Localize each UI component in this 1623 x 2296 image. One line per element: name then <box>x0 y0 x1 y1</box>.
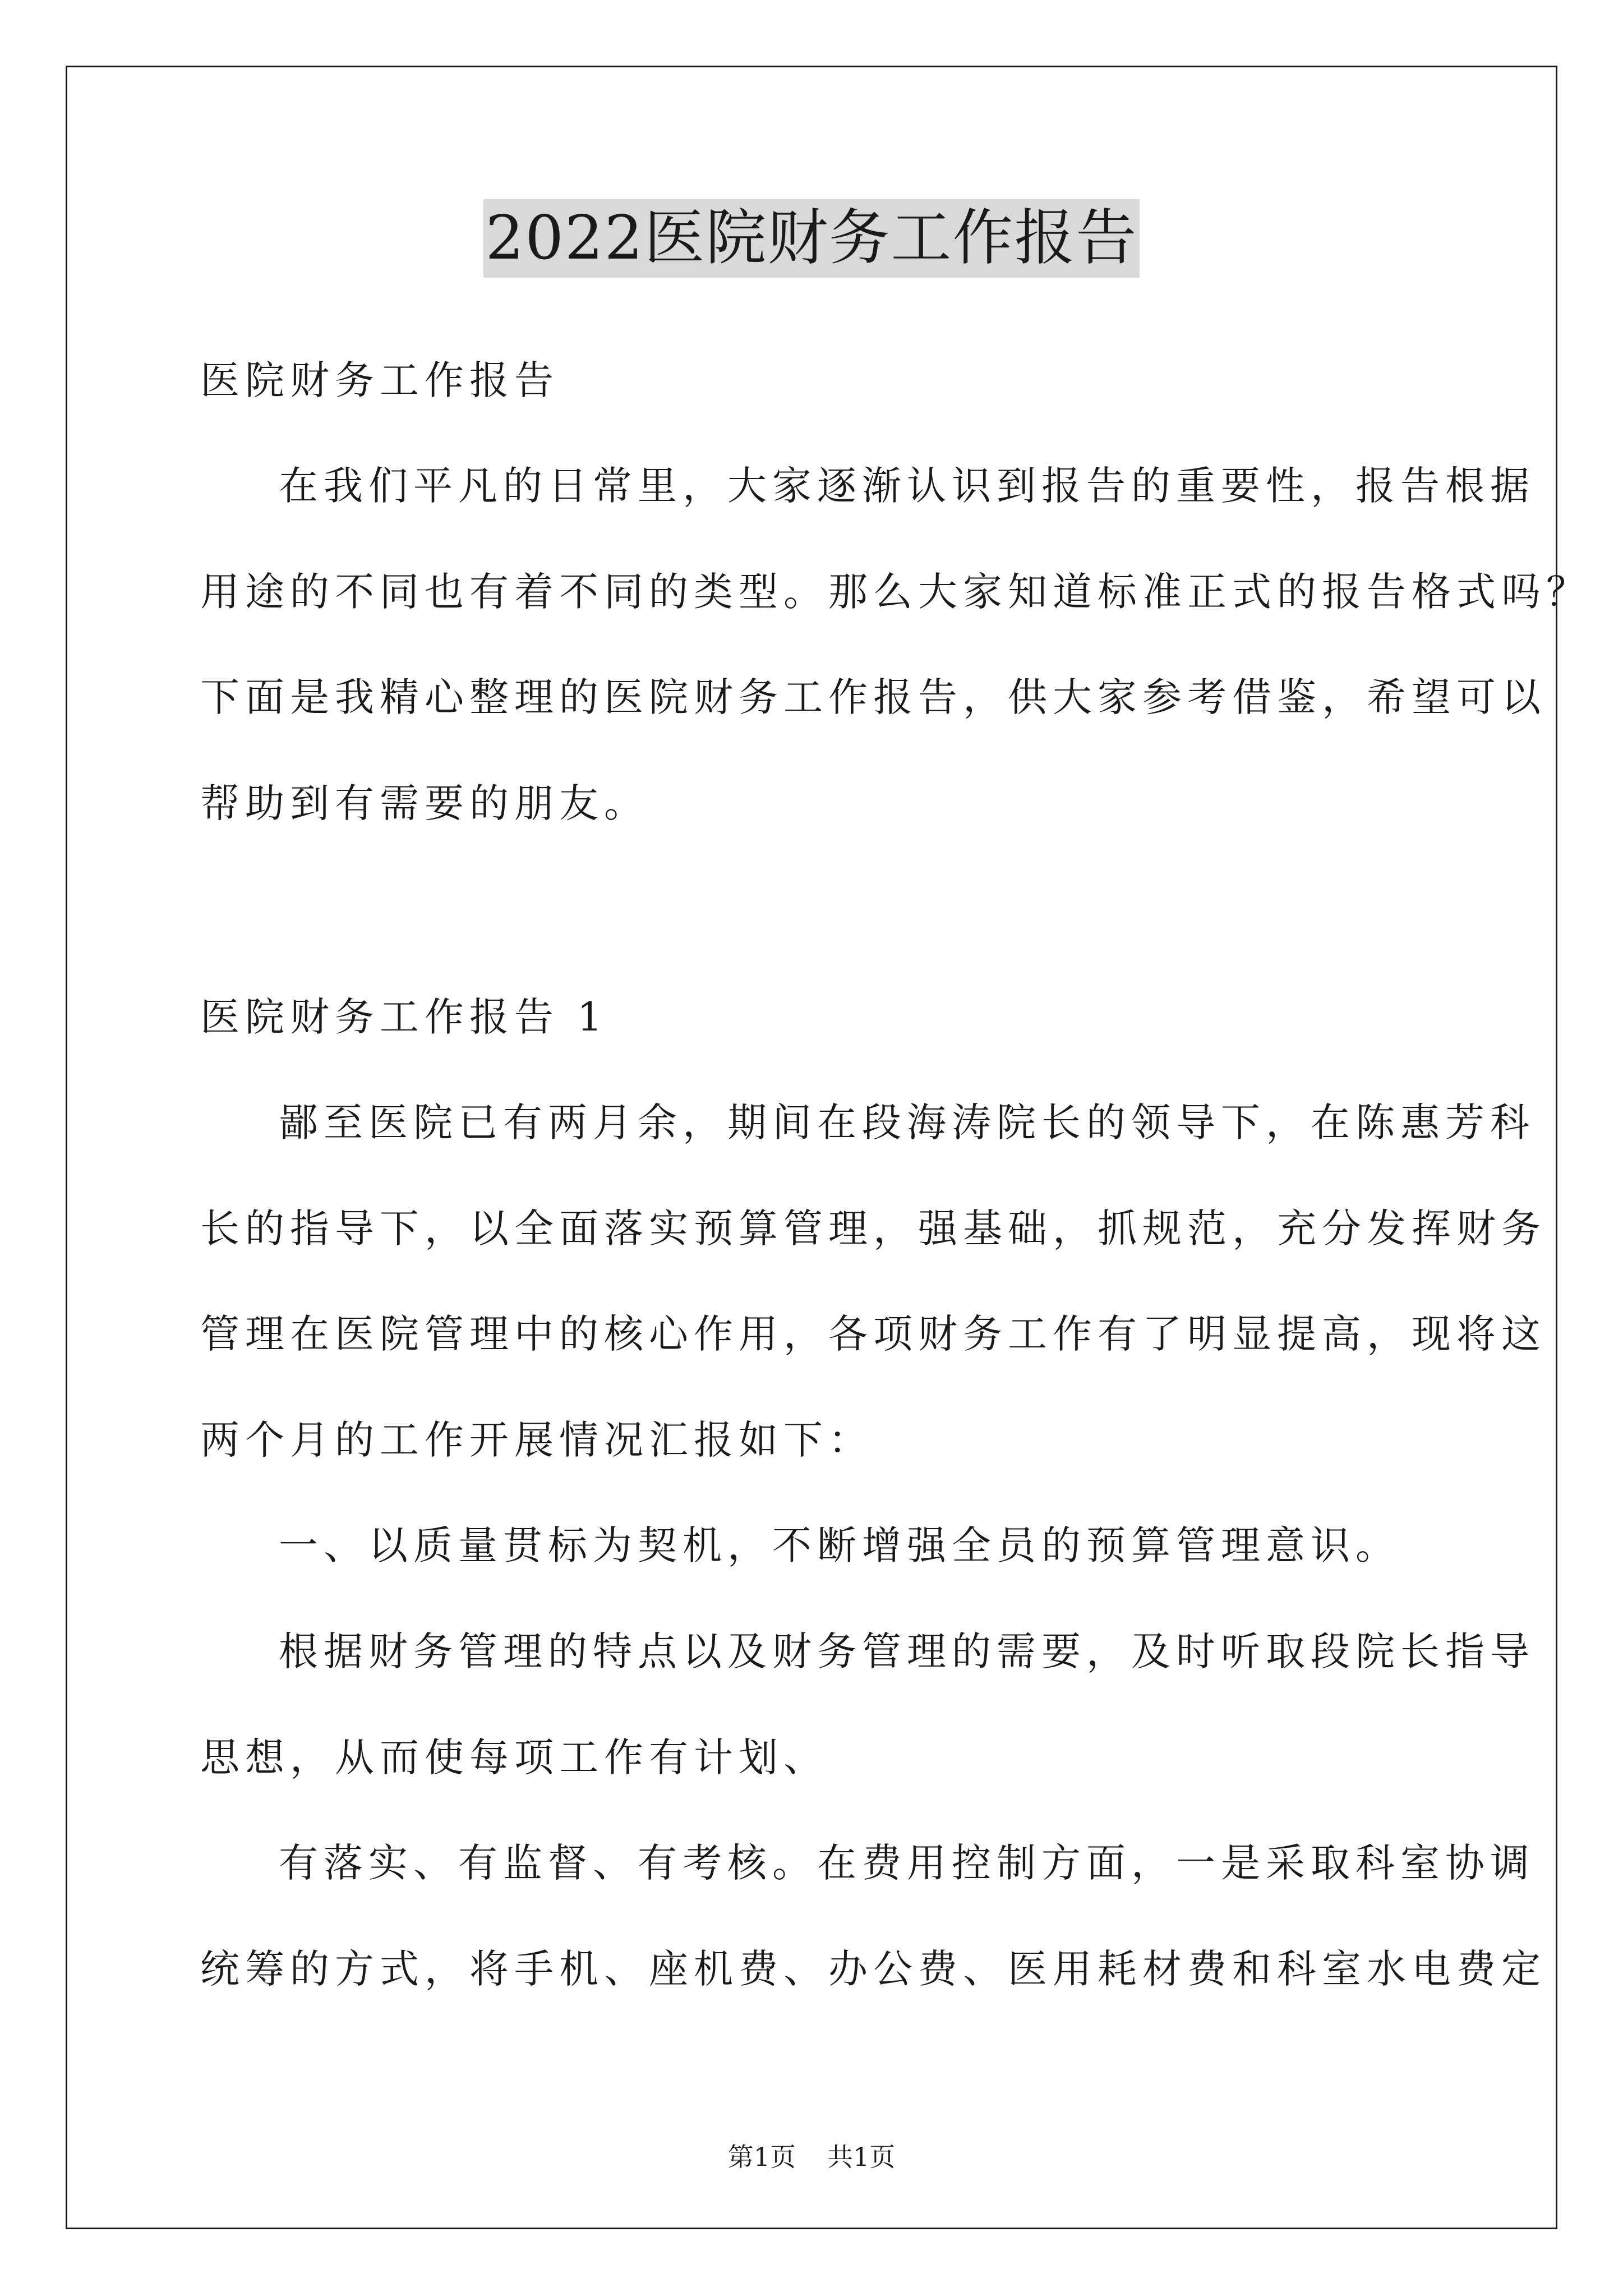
paragraph-line: 长的指导下，以全面落实预算管理，强基础，抓规范，充分发挥财务 <box>200 1205 1546 1251</box>
page-number-total: 共1页 <box>827 2142 896 2172</box>
section-subheading: 一、以质量贯标为契机，不断增强全员的预算管理意识。 <box>279 1522 1400 1568</box>
paragraph-line: 管理在医院管理中的核心作用，各项财务工作有了明显提高，现将这 <box>200 1311 1546 1357</box>
page-number-current: 第1页 <box>727 2142 796 2172</box>
paragraph-line: 用途的不同也有着不同的类型。那么大家知道标准正式的报告格式吗？ <box>200 569 1591 615</box>
title-container <box>0 199 1623 278</box>
document-title: 2022医院财务工作报告 <box>483 199 1140 278</box>
paragraph-line: 下面是我精心整理的医院财务工作报告，供大家参考借鉴，希望可以 <box>200 674 1546 720</box>
paragraph-line: 帮助到有需要的朋友。 <box>200 780 649 826</box>
paragraph-line: 思想，从而使每项工作有计划、 <box>200 1734 828 1780</box>
page-footer <box>0 2140 1623 2174</box>
paragraph-line: 有落实、有监督、有考核。在费用控制方面，一是采取科室协调 <box>279 1840 1535 1886</box>
paragraph-line: 鄙至医院已有两月余，期间在段海涛院长的领导下，在陈惠芳科 <box>279 1099 1535 1145</box>
paragraph-line: 统筹的方式，将手机、座机费、办公费、医用耗材费和科室水电费定 <box>200 1946 1546 1992</box>
section-heading-intro: 医院财务工作报告 <box>200 357 559 403</box>
section-heading-report-1: 医院财务工作报告 1 <box>200 994 608 1040</box>
paragraph-line: 根据财务管理的特点以及财务管理的需要，及时听取段院长指导 <box>279 1628 1535 1674</box>
paragraph-line: 两个月的工作开展情况汇报如下： <box>200 1417 873 1463</box>
paragraph-line: 在我们平凡的日常里，大家逐渐认识到报告的重要性，报告根据 <box>279 463 1535 509</box>
